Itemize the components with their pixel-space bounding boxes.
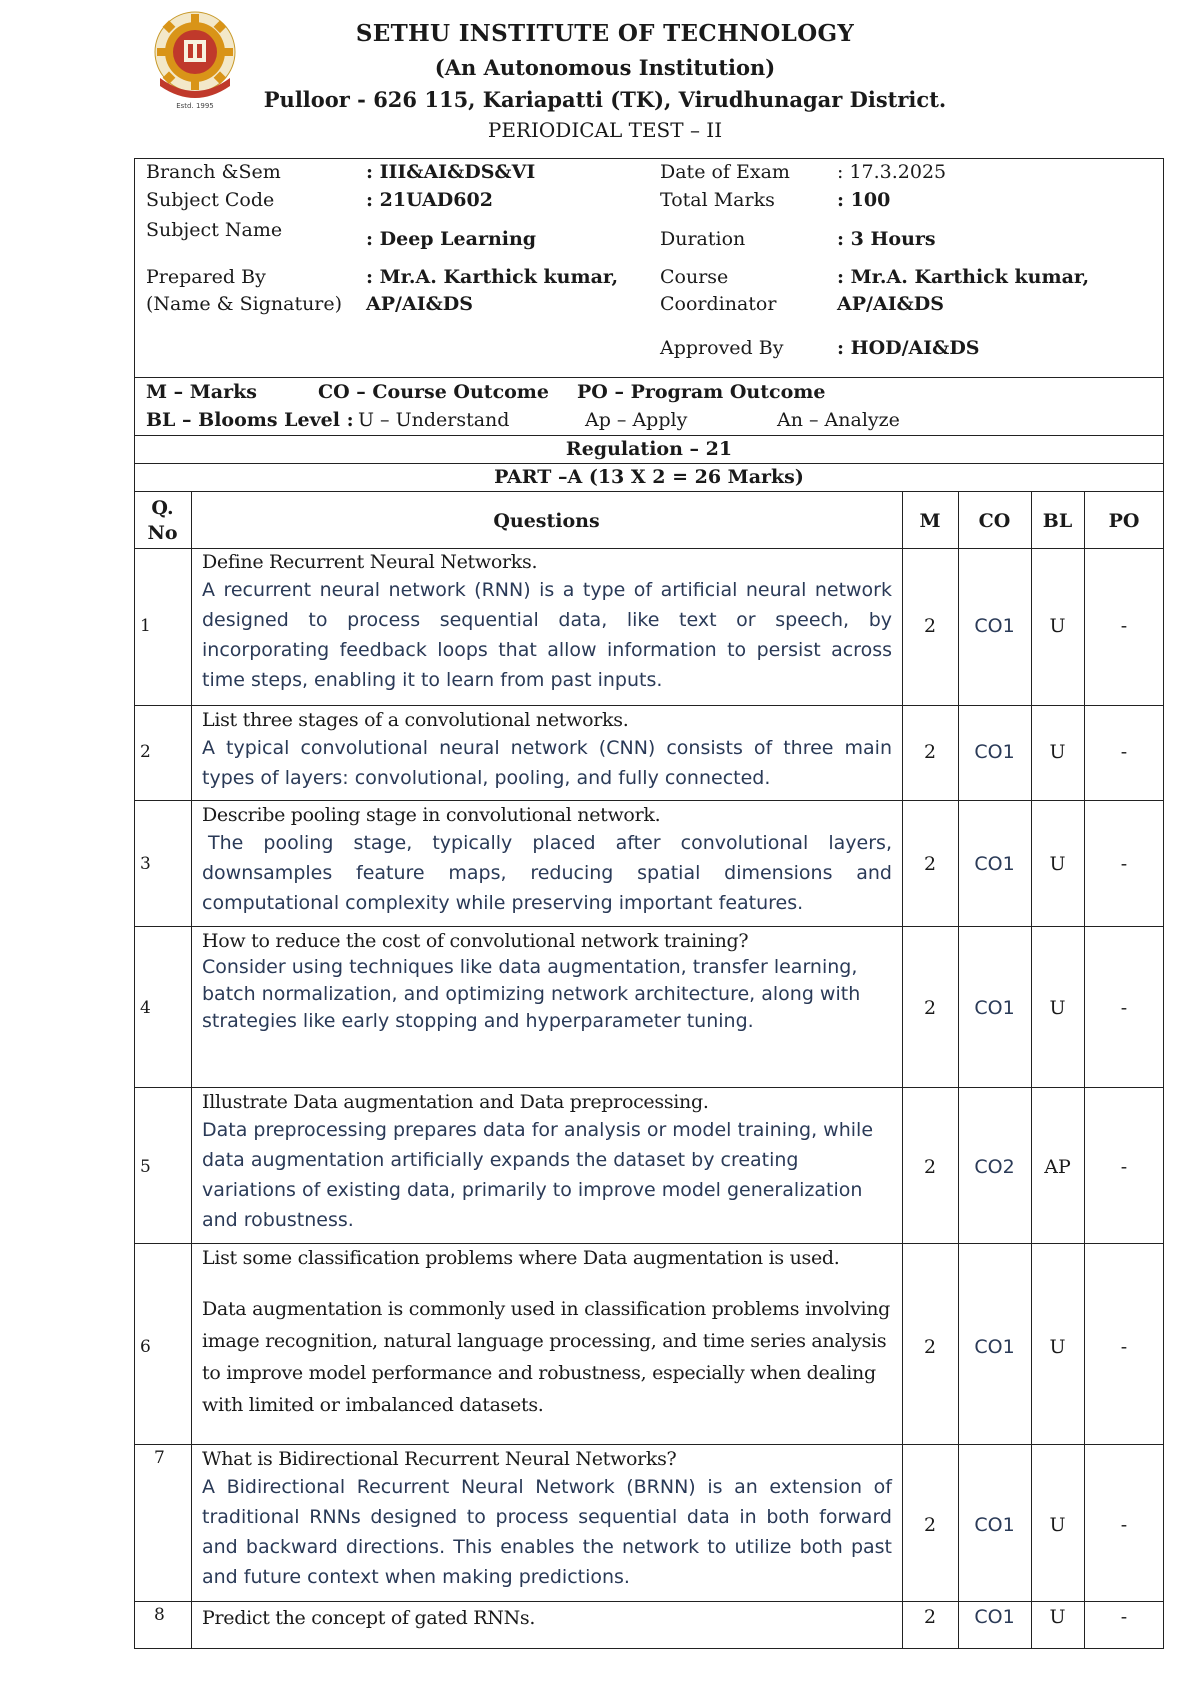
subject-code-value: : 21UAD602	[366, 189, 493, 211]
subject-code-label: Subject Code	[146, 189, 275, 211]
question-cell	[202, 1246, 892, 1421]
answer-text: A typical convolutional neural network (CNN) consists of three main types of layers: convolutional, pooling, and fully connected.	[202, 737, 892, 789]
date-label: Date of Exam	[660, 161, 790, 183]
divider	[134, 1601, 1164, 1602]
column-line	[1031, 491, 1032, 1649]
divider	[134, 705, 1164, 706]
marks-cell: 2	[923, 1156, 937, 1178]
marks-cell: 2	[923, 615, 937, 637]
institute-address: Pulloor - 626 115, Kariapatti (TK), Virudhunagar District.	[263, 87, 947, 112]
answer-text: A recurrent neural network (RNN) is a type of artificial neural network designed to process sequential data, like text or speech, by incorporating feedback loops that allow information to persist across time steps, enabling it to learn from past inputs.	[202, 579, 892, 691]
institute-logo	[148, 8, 242, 112]
bl-cell: U	[1049, 1514, 1066, 1536]
question-number: 2	[140, 742, 151, 762]
course-coordinator-label: Course	[660, 266, 729, 288]
question-text: What is Bidirectional Recurrent Neural Networks?	[202, 1448, 677, 1470]
approved-by-value: : HOD/AI&DS	[837, 337, 980, 359]
question-text: Define Recurrent Neural Networks.	[202, 551, 538, 573]
column-header-m: M	[919, 510, 941, 532]
test-title: PERIODICAL TEST – II	[487, 118, 723, 142]
po-cell: -	[1120, 1514, 1128, 1536]
co-cell: CO1	[974, 1606, 1015, 1628]
po-cell: -	[1120, 615, 1128, 637]
co-cell: CO1	[974, 615, 1015, 637]
column-line	[902, 491, 903, 1649]
question-number: 6	[140, 1337, 151, 1357]
bl-cell: U	[1049, 853, 1066, 875]
logo-estd-text: Estd. 1995	[176, 102, 214, 110]
po-cell: -	[1120, 741, 1128, 763]
question-cell	[202, 1606, 892, 1631]
legend-blooms-level: BL – Blooms Level :	[146, 409, 354, 431]
total-marks-value: : 100	[837, 189, 891, 211]
question-cell	[202, 1447, 892, 1592]
co-cell: CO1	[974, 741, 1015, 763]
answer-text: A Bidirectional Recurrent Neural Network (BRNN) is an extension of traditional RNNs designed to process sequential data in both forward and backward directions. This enables the network to utilize both past and future context when making predictions.	[202, 1476, 892, 1588]
question-text: List three stages of a convolutional networks.	[202, 709, 629, 731]
legend-apply: Ap – Apply	[585, 409, 688, 431]
bl-cell: U	[1049, 1336, 1066, 1358]
marks-cell: 2	[923, 1336, 937, 1358]
divider	[134, 548, 1164, 549]
column-header-questions: Questions	[493, 510, 600, 532]
legend-understand: U – Understand	[358, 409, 510, 431]
answer-text: Consider using techniques like data augmentation, transfer learning, batch normalization, and optimizing network architecture, along with strategies like early stopping and hyperparameter tuning.	[202, 956, 861, 1032]
question-number: 5	[140, 1157, 151, 1177]
marks-cell: 2	[923, 1514, 937, 1536]
divider	[134, 463, 1164, 464]
branch-label: Branch &Sem	[146, 161, 281, 183]
divider	[134, 491, 1164, 492]
po-cell: -	[1120, 853, 1128, 875]
prepared-by-label: Prepared By	[146, 266, 266, 288]
column-header-qno-line2: No	[147, 522, 178, 544]
question-number: 7	[154, 1448, 165, 1468]
course-coordinator-label-2: Coordinator	[660, 293, 777, 315]
answer-text: Data augmentation is commonly used in classification problems involving image recognition, natural language processing, and time series analysis to improve model performance and robustness, especially when dealing with limited or imbalanced datasets.	[202, 1298, 891, 1416]
column-header-qno-line1: Q.	[151, 497, 174, 519]
column-header-co: CO	[978, 510, 1011, 532]
duration-value: : 3 Hours	[837, 228, 936, 250]
question-cell	[202, 803, 892, 918]
question-number: 8	[154, 1605, 165, 1625]
duration-label: Duration	[660, 228, 746, 250]
part-a-row: PART –A (13 X 2 = 26 Marks)	[494, 466, 804, 488]
column-line	[958, 491, 959, 1649]
legend-course-outcome: CO – Course Outcome	[318, 381, 549, 403]
bl-cell: U	[1049, 615, 1066, 637]
column-line	[1084, 491, 1085, 1649]
co-cell: CO1	[974, 1514, 1015, 1536]
divider	[134, 1243, 1164, 1244]
answer-text: Data preprocessing prepares data for analysis or model training, while data augmentation artificially expands the dataset by creating variations of existing data, primarily to improve model generalization and robustness.	[202, 1119, 874, 1231]
question-cell	[202, 929, 892, 1035]
answer-text: The pooling stage, typically placed after convolutional layers, downsamples feature maps, reducing spatial dimensions and computational complexity while preserving important features.	[202, 832, 892, 914]
column-header-qno	[134, 496, 191, 546]
question-number: 4	[140, 998, 151, 1018]
branch-value: : III&AI&DS&VI	[366, 161, 536, 183]
question-text: Describe pooling stage in convolutional network.	[202, 804, 661, 826]
question-text: Predict the concept of gated RNNs.	[202, 1607, 536, 1629]
divider	[134, 1444, 1164, 1445]
marks-cell: 2	[923, 741, 937, 763]
bl-cell: U	[1049, 1606, 1066, 1628]
question-text: Illustrate Data augmentation and Data preprocessing.	[202, 1091, 709, 1113]
column-header-bl: BL	[1042, 510, 1073, 532]
question-number: 3	[140, 854, 151, 874]
divider	[134, 926, 1164, 927]
approved-by-label: Approved By	[660, 337, 784, 359]
marks-cell: 2	[923, 1606, 937, 1628]
divider	[134, 377, 1164, 378]
po-cell: -	[1120, 997, 1128, 1019]
po-cell: -	[1120, 1336, 1128, 1358]
legend-marks: M – Marks	[146, 381, 257, 403]
po-cell: -	[1120, 1156, 1128, 1178]
po-cell: -	[1120, 1606, 1128, 1628]
marks-cell: 2	[923, 997, 937, 1019]
prepared-by-label-2: (Name & Signature)	[146, 293, 343, 315]
subject-name-label: Subject Name	[146, 219, 283, 241]
bl-cell: AP	[1044, 1156, 1071, 1178]
regulation-row: Regulation – 21	[565, 438, 733, 460]
co-cell: CO2	[974, 1156, 1015, 1178]
institute-name: SETHU INSTITUTE OF TECHNOLOGY	[355, 20, 855, 47]
legend-program-outcome: PO – Program Outcome	[577, 381, 826, 403]
legend-analyze: An – Analyze	[777, 409, 900, 431]
date-value: : 17.3.2025	[837, 161, 947, 183]
column-header-po: PO	[1108, 510, 1140, 532]
question-number: 1	[140, 616, 151, 636]
divider	[134, 1087, 1164, 1088]
question-text: List some classification problems where Data augmentation is used.	[202, 1247, 840, 1269]
divider	[134, 435, 1164, 436]
bl-cell: U	[1049, 741, 1066, 763]
course-coordinator-value: : Mr.A. Karthick kumar,	[837, 266, 1090, 288]
question-cell	[202, 1090, 892, 1235]
co-cell: CO1	[974, 997, 1015, 1019]
institute-subtitle: (An Autonomous Institution)	[434, 55, 776, 80]
question-text: How to reduce the cost of convolutional network training?	[202, 930, 749, 952]
question-cell	[202, 708, 892, 793]
co-cell: CO1	[974, 1336, 1015, 1358]
total-marks-label: Total Marks	[660, 189, 775, 211]
marks-cell: 2	[923, 853, 937, 875]
subject-name-value: : Deep Learning	[366, 228, 537, 250]
question-cell	[202, 550, 892, 695]
course-coordinator-value-2: AP/AI&DS	[837, 293, 944, 315]
divider	[134, 800, 1164, 801]
prepared-by-value-2: AP/AI&DS	[366, 293, 473, 315]
co-cell: CO1	[974, 853, 1015, 875]
prepared-by-value: : Mr.A. Karthick kumar,	[366, 266, 619, 288]
column-line	[191, 491, 192, 1649]
bl-cell: U	[1049, 997, 1066, 1019]
